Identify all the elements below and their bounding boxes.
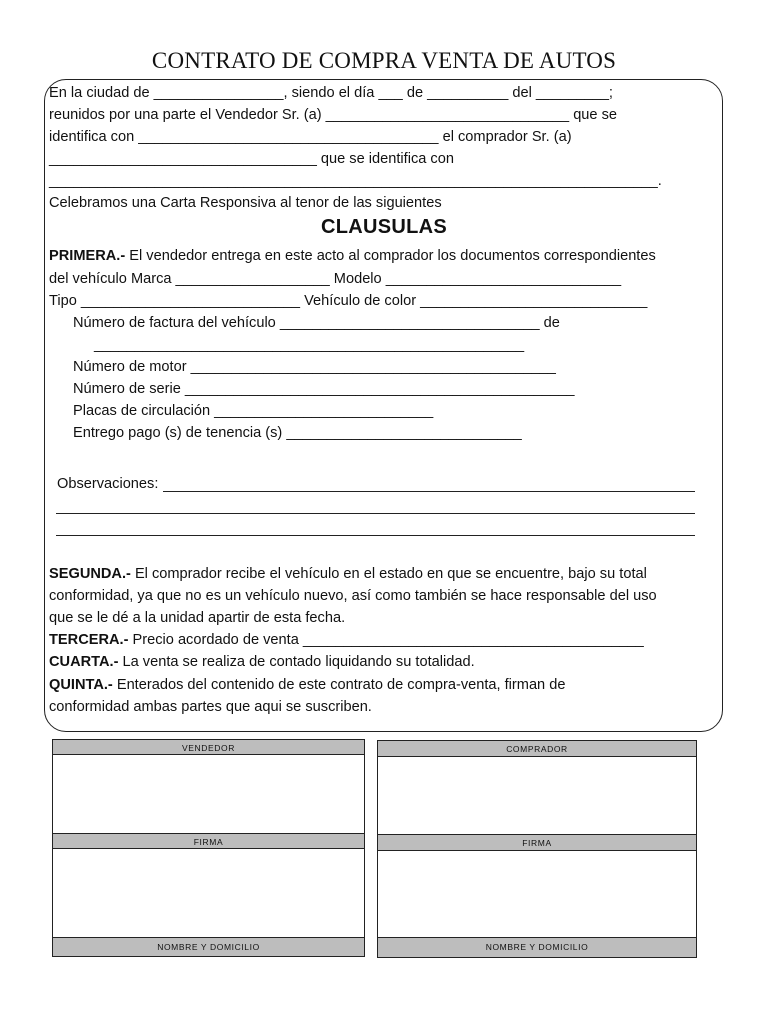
tercera-text: Precio acordado de venta __________________________________________ [128,632,644,648]
cuarta-label: CUARTA.- [49,654,119,670]
intro-line-4: _________________________________ que se identifica con [49,151,454,167]
segunda-line-3: que se le dé a la unidad apartir de esta fecha. [49,610,346,626]
cuarta-line [49,652,475,672]
tenencia-line: Entrego pago (s) de tenencia (s) _____________________________ [73,425,522,441]
segunda-line-2: conformidad, ya que no es un vehículo nuevo, así como también se hace responsable del uso [49,588,657,604]
intro-line-6: Celebramos una Carta Responsiva al tenor de las siguientes [49,195,442,211]
comprador-header-bar: COMPRADOR [377,740,697,757]
primera-line-3: Tipo ___________________________ Vehículo de color ____________________________ [49,293,648,309]
comprador-nombre-bar: NOMBRE Y DOMICILIO [377,937,697,958]
vendedor-firma-bar: FIRMA [52,833,365,849]
quinta-text: Enterados del contenido de este contrato de compra-venta, firman de [112,677,566,693]
segunda-text: El comprador recibe el vehículo en el estado en que se encuentre, bajo su total [130,566,647,582]
observaciones-rule-3 [56,535,695,536]
primera-line-2: del vehículo Marca ___________________ Modelo _____________________________ [49,271,622,287]
primera-label: PRIMERA.- [49,248,126,264]
intro-line-5: ___________________________________________________________________________. [49,173,662,189]
intro-line-3: identifica con _____________________________________ el comprador Sr. (a) [49,129,572,145]
observaciones-rule-2 [56,513,695,514]
vendedor-header-bar: VENDEDOR [52,739,365,755]
intro-line-2: reunidos por una parte el Vendedor Sr. (a) ______________________________ que se [49,107,618,123]
placas-line: Placas de circulación ___________________________ [73,403,434,419]
clausulas-heading: CLAUSULAS [320,216,448,238]
intro-line-1: En la ciudad de ________________, siendo el día ___ de __________ del _________; [49,85,613,101]
segunda-line-1 [49,564,647,584]
primera-line-1 [49,246,656,266]
cuarta-text: La venta se realiza de contado liquidando su totalidad. [118,654,475,670]
primera-text: El vendedor entrega en este acto al comprador los documentos correspondientes [125,248,656,264]
factura-line: Número de factura del vehículo ________________________________ de [73,315,560,331]
observaciones-label: Observaciones: [57,476,159,492]
motor-line: Número de motor _____________________________________________ [73,359,556,375]
tercera-line [49,630,644,650]
segunda-label: SEGUNDA.- [49,566,131,582]
serie-line: Número de serie ________________________________________________ [73,381,575,397]
quinta-label: QUINTA.- [49,677,113,693]
comprador-firma-bar: FIRMA [377,834,697,851]
factura-continuation-line: _____________________________________________________ [94,337,525,353]
vendedor-nombre-bar: NOMBRE Y DOMICILIO [52,937,365,957]
quinta-line-1 [49,675,565,695]
quinta-line-2: conformidad ambas partes que aqui se suscriben. [49,699,372,715]
document-title: CONTRATO DE COMPRA VENTA DE AUTOS [151,48,617,73]
tercera-label: TERCERA.- [49,632,129,648]
observaciones-rule-1 [163,491,695,492]
